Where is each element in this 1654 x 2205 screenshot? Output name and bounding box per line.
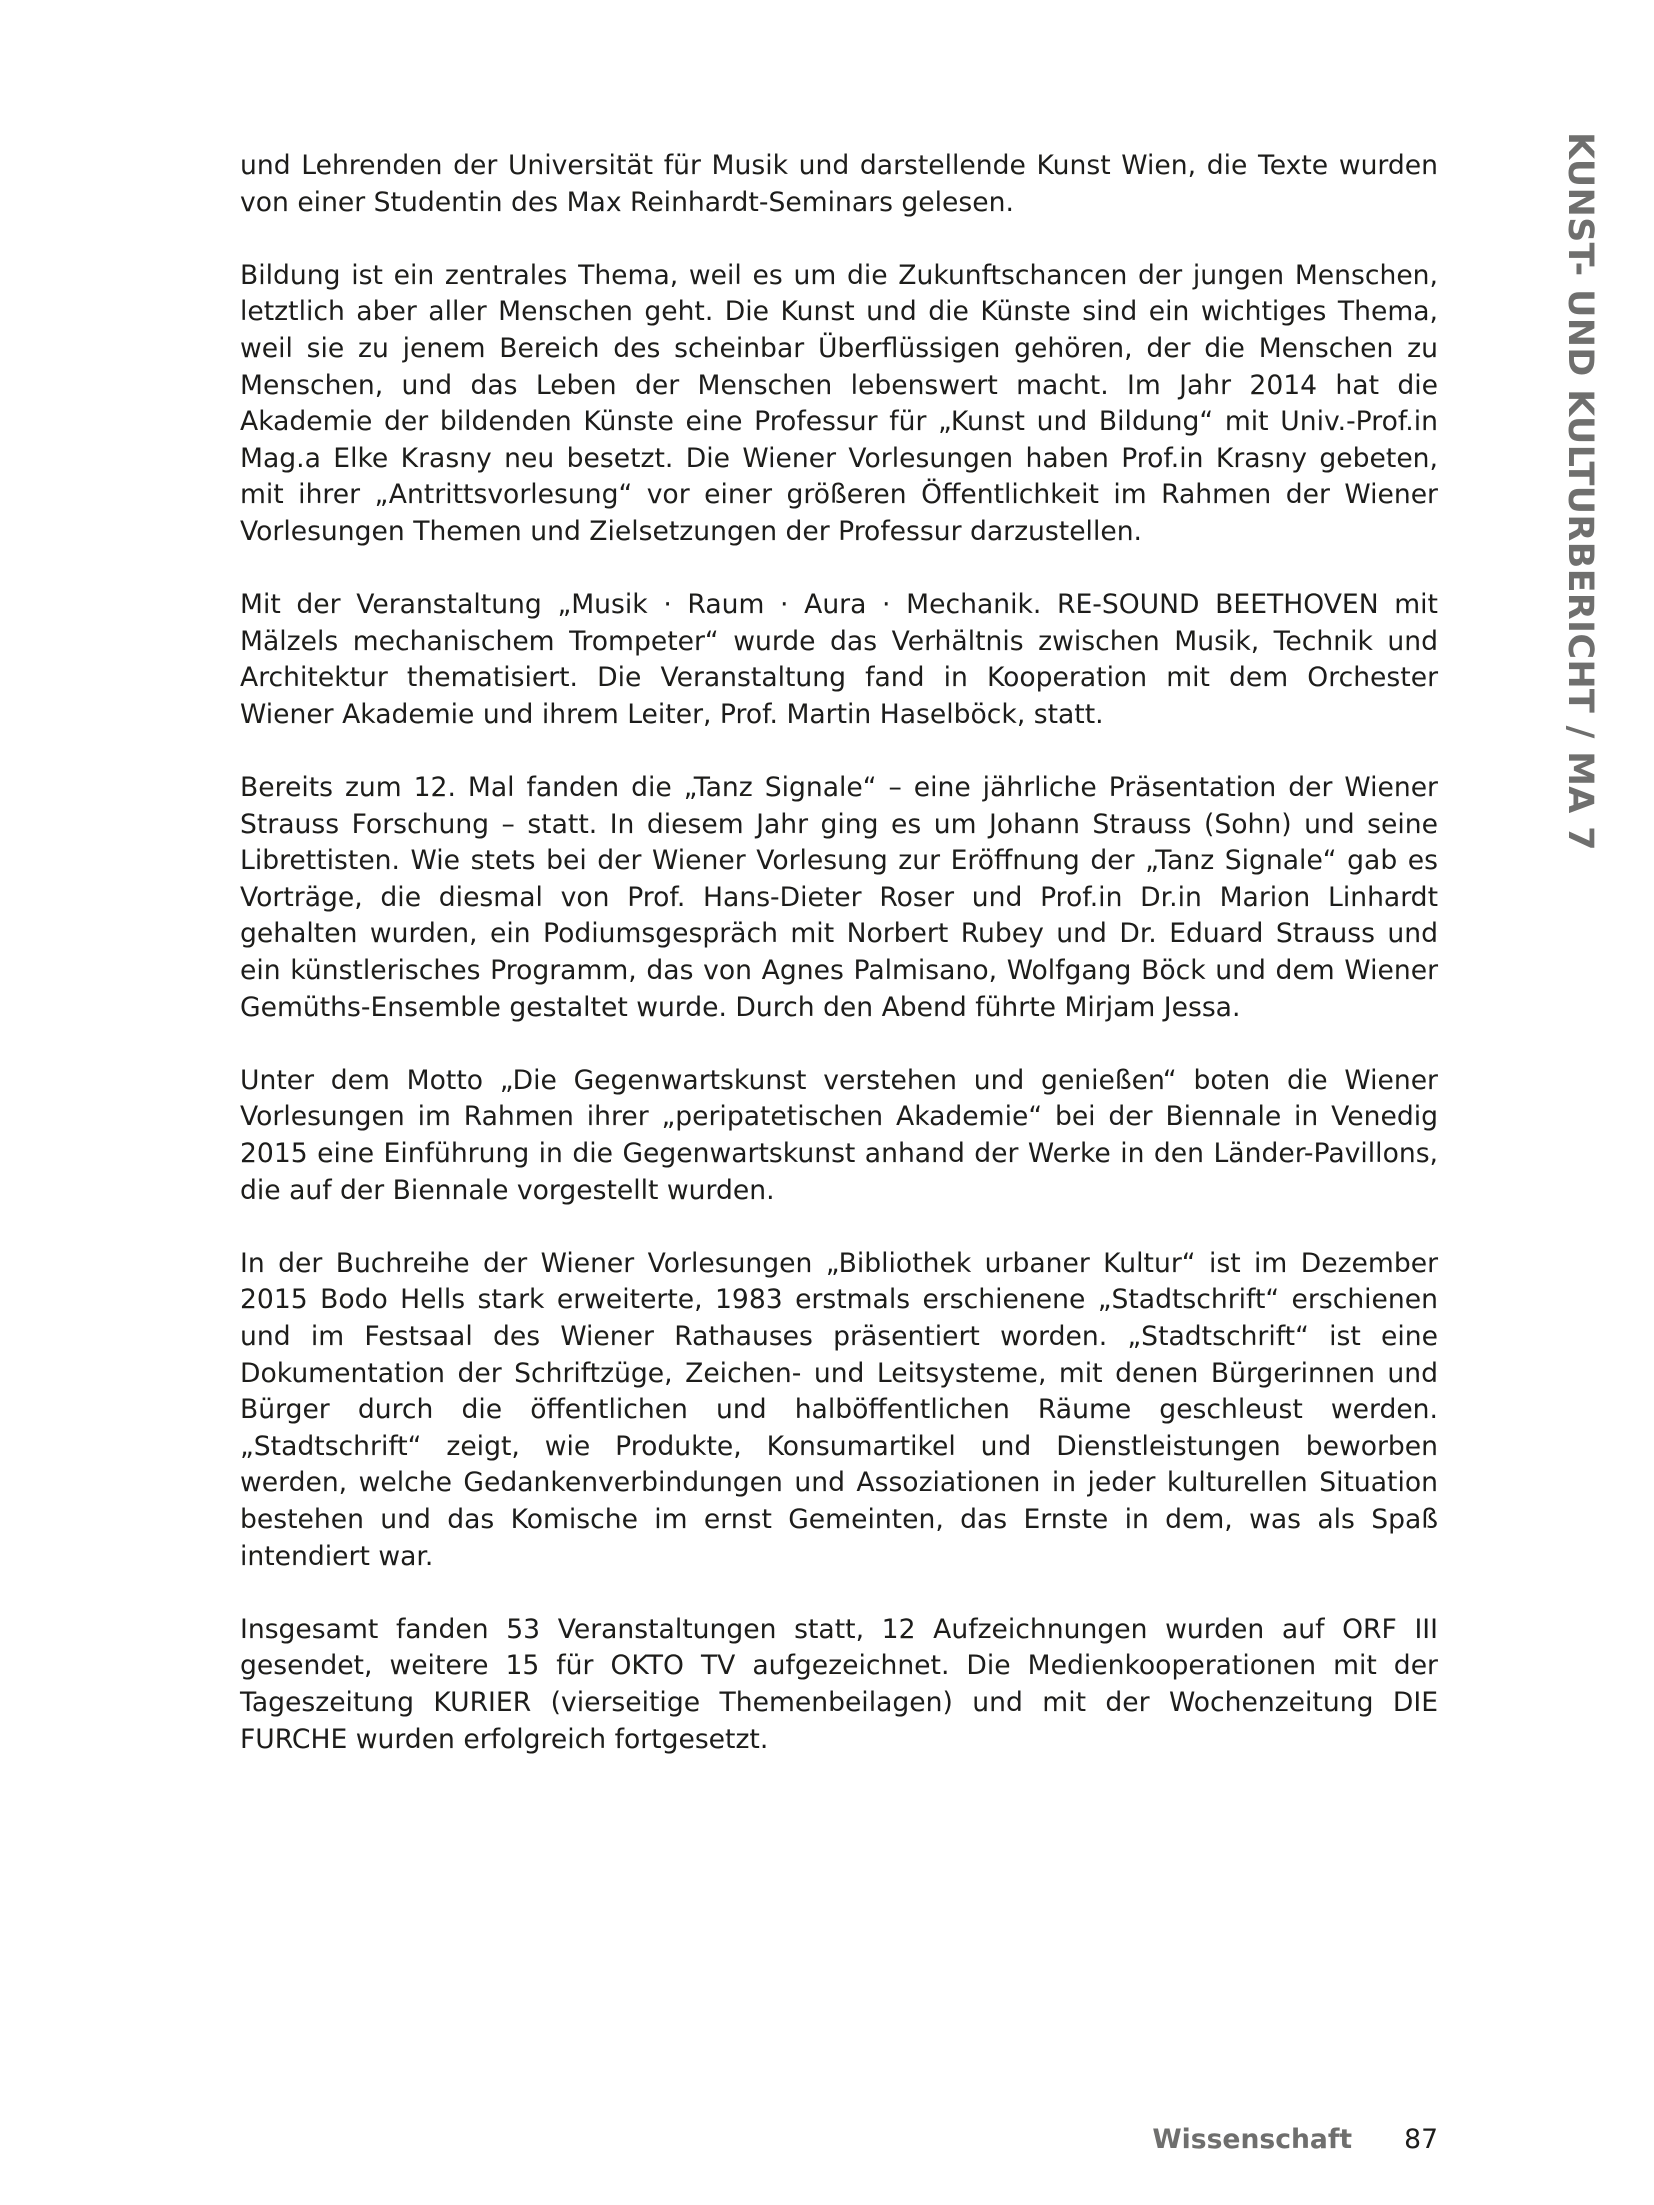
paragraph-1: und Lehrenden der Universität für Musik und darstellende Kunst Wien, die Texte wurden von einer Studentin des Max Reinhardt-Seminars gelesen.	[240, 150, 1438, 218]
paragraph-5: Unter dem Motto „Die Gegenwartskunst verstehen und genießen“ boten die Wiener Vorlesungen im Rahmen ihrer „peripatetischen Akademie“ bei der Biennale in Venedig 2015 eine Einführung in die Gegenwartskunst anhand der Werke in den Länder-Pavillons, die auf der Biennale vorgestellt wurden.	[240, 1064, 1438, 1206]
page-footer	[1090, 2124, 1438, 2164]
paragraph-7: Insgesamt fanden 53 Veranstaltungen statt, 12 Aufzeichnungen wurden auf ORF III gesendet, weitere 15 für OKTO TV aufgezeichnet. Die Medienkooperationen mit der Tageszeitung KURIER (vierseitige Themenbeilagen) und mit der Wochenzeitung DIE FURCHE wurden erfolgreich fortgesetzt.	[240, 1613, 1438, 1755]
body-text	[240, 148, 1438, 1795]
paragraph-4: Bereits zum 12. Mal fanden die „Tanz Signale“ – eine jährliche Präsentation der Wiener Strauss Forschung – statt. In diesem Jahr ging es um Johann Strauss (Sohn) und seine Librettisten. Wie stets bei der Wiener Vorlesung zur Eröffnung der „Tanz Signale“ gab es Vorträge, die diesmal von Prof. Hans-Dieter Roser und Prof.in Dr.in Marion Linhardt gehalten wurden, ein Podiumsgespräch mit Norbert Rubey und Dr. Eduard Strauss und ein künstlerisches Programm, das von Agnes Palmisano, Wolfgang Böck und dem Wiener Gemüths-Ensemble gestaltet wurde. Durch den Abend führte Mirjam Jessa.	[240, 772, 1438, 1023]
paragraph-2: Bildung ist ein zentrales Thema, weil es um die Zukunftschancen der jungen Menschen, letztlich aber aller Menschen geht. Die Kunst und die Künste sind ein wichtiges Thema, weil sie zu jenem Bereich des scheinbar Überflüssigen gehören, der die Menschen zu Menschen, und das Leben der Menschen lebenswert macht. Im Jahr 2014 hat die Akademie der bildenden Künste eine Professur für „Kunst und Bildung“ mit Univ.-Prof.in Mag.a Elke Krasny neu besetzt. Die Wiener Vorlesungen haben Prof.in Krasny gebeten, mit ihrer „Antrittsvorlesung“ vor einer größeren Öffentlichkeit im Rahmen der Wiener Vorlesungen Themen und Zielsetzungen der Professur darzustellen.	[240, 259, 1438, 547]
footer-section-title: Wissenschaft	[1152, 2124, 1353, 2155]
paragraph-3: Mit der Veranstaltung „Musik · Raum · Aura · Mechanik. RE-SOUND BEETHOVEN mit Mälzels mechanischem Trompeter“ wurde das Verhältnis zwischen Musik, Technik und Architektur thematisiert. Die Veranstaltung fand in Kooperation mit dem Orchester Wiener Akademie und ihrem Leiter, Prof. Martin Haselböck, statt.	[240, 589, 1438, 730]
page-number: 87	[1404, 2124, 1438, 2155]
paragraph-6: In der Buchreihe der Wiener Vorlesungen „Bibliothek urbaner Kultur“ ist im Dezember 2015 Bodo Hells stark erweiterte, 1983 erstmals erschienene „Stadtschrift“ erschienen und im Festsaal des Wiener Rathauses präsentiert worden. „Stadtschrift“ ist eine Dokumentation der Schriftzüge, Zeichen- und Leitsysteme, mit denen Bürgerinnen und Bürger durch die öffentlichen und halböffentlichen Räume geschleust werden. „Stadtschrift“ zeigt, wie Produkte, Konsumartikel und Dienstleistungen beworben werden, welche Gedankenverbindungen und Assoziationen in jeder kulturellen Situation bestehen und das Komische im ernst Gemeinten, das Ernste in dem, was als Spaß intendiert war.	[240, 1247, 1438, 1572]
side-running-title: KUNST- UND KULTURBERICHT / MA 7	[1560, 132, 1600, 851]
